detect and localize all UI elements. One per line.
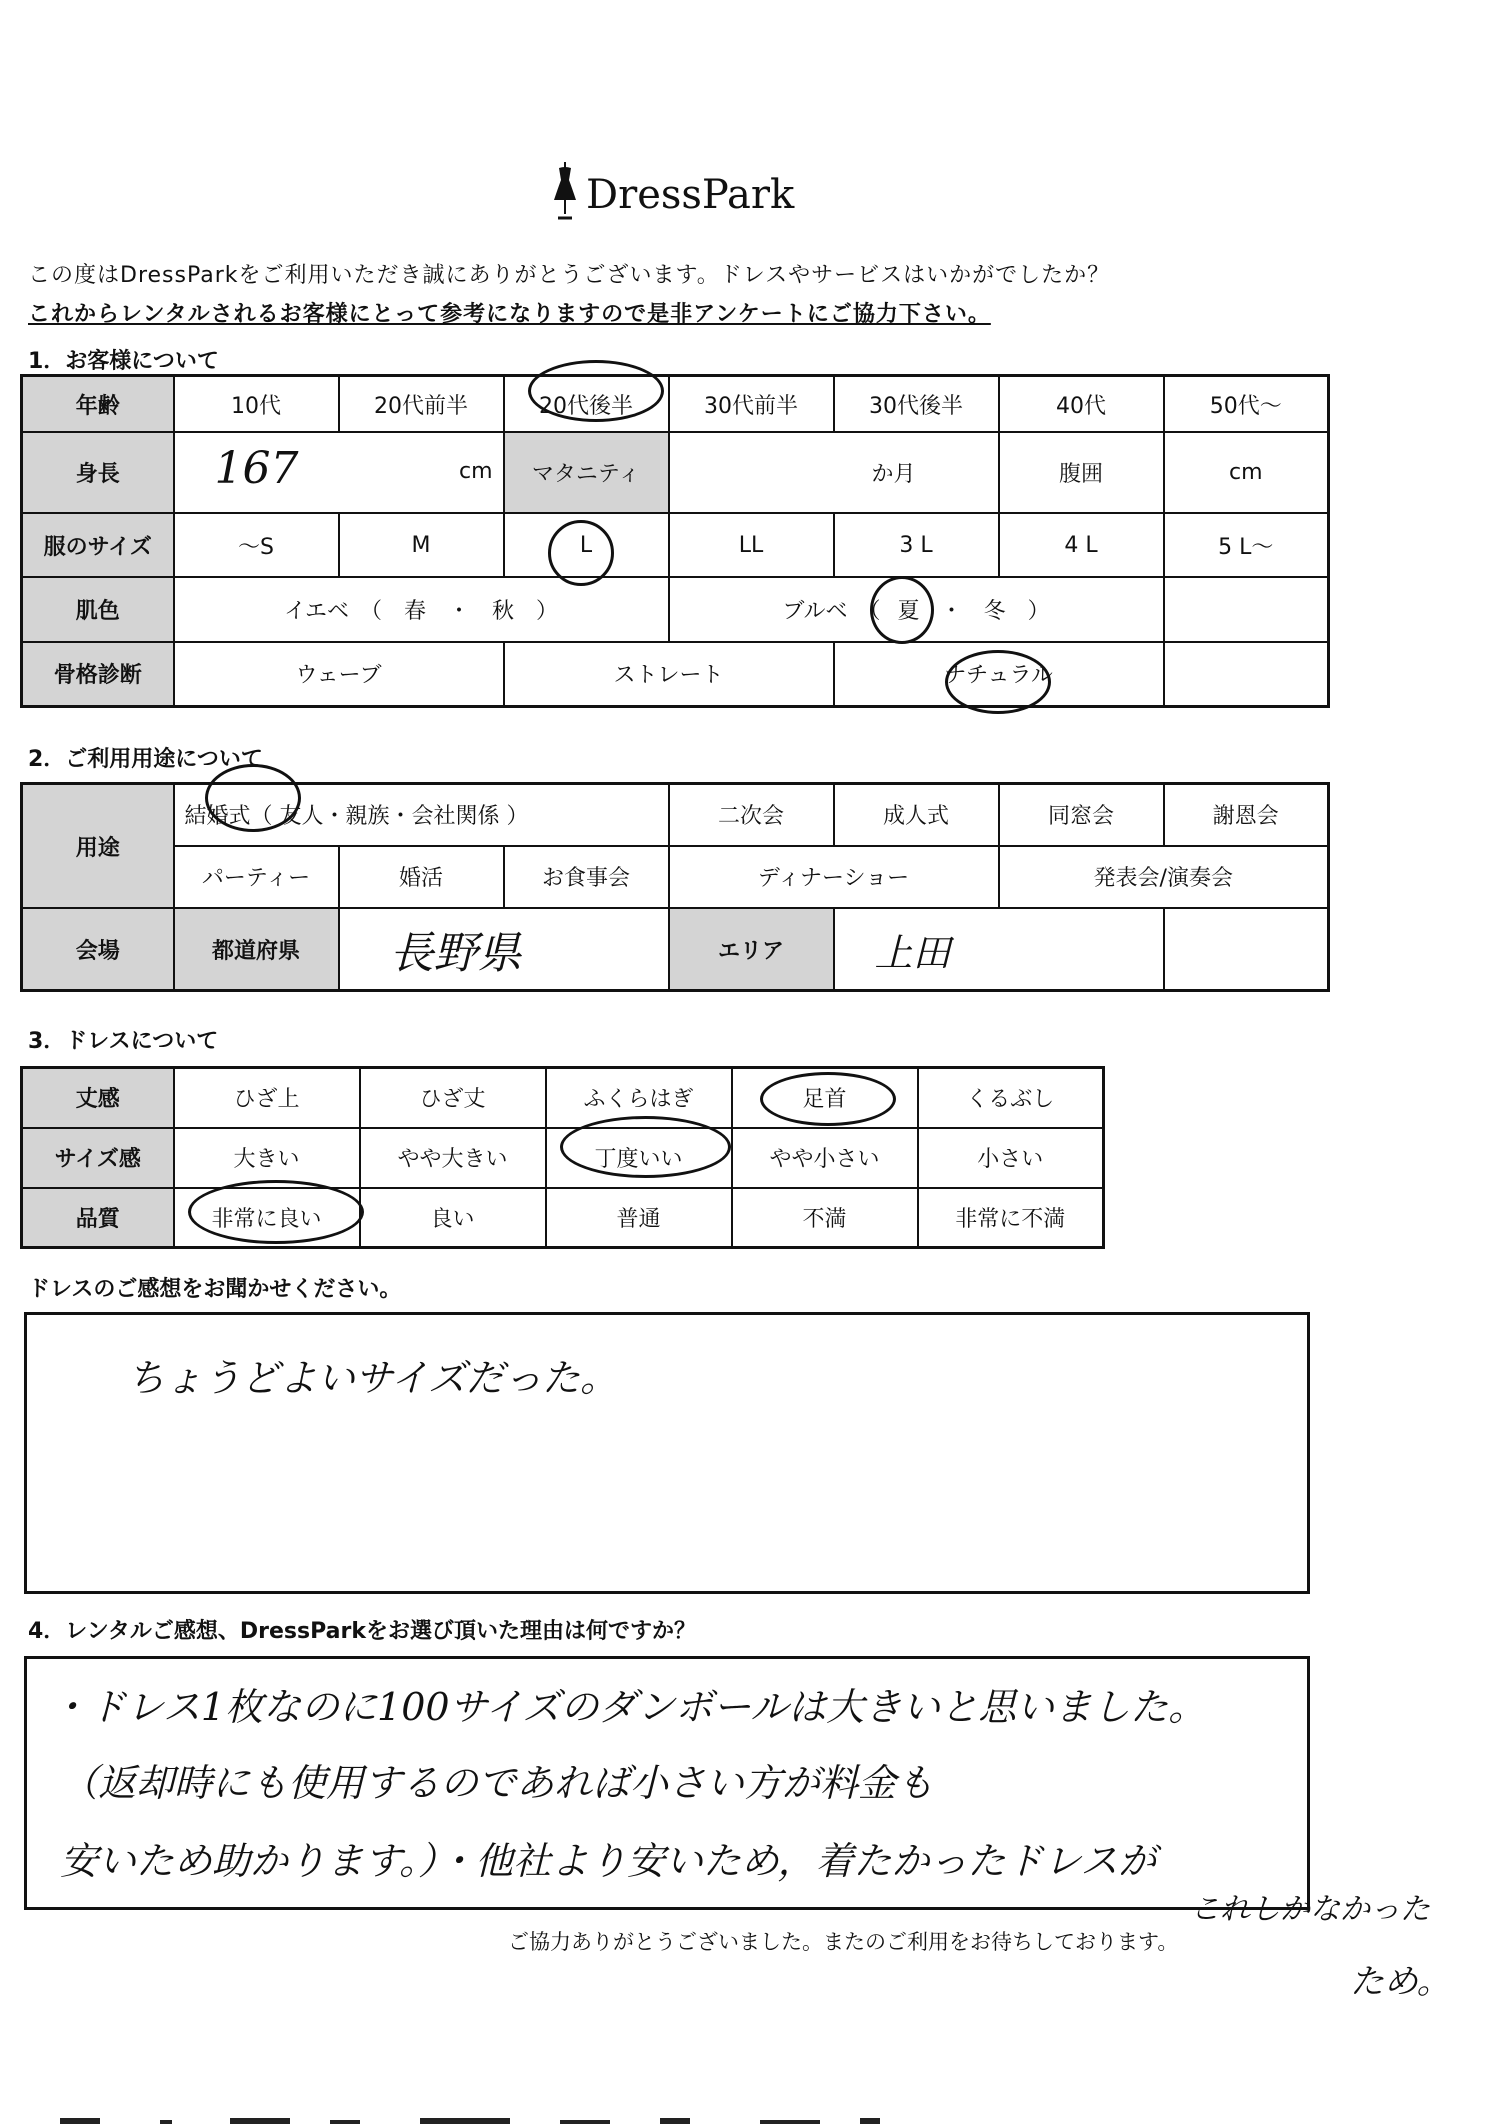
reason-line-1: ・ドレス1枚なのに100サイズのダンボールは大きいと思いました。 — [50, 1685, 1207, 1729]
quality-good[interactable]: 良い — [360, 1188, 546, 1248]
area-value: 上田 — [874, 930, 951, 975]
purpose-coming-of-age[interactable]: 成人式 — [834, 784, 999, 846]
selection-circle-quality — [188, 1180, 364, 1244]
blue-base-prefix: ブルベ （ — [782, 599, 881, 625]
age-option-50s[interactable]: 50代〜 — [1164, 376, 1329, 433]
wedding-detail: （ 友人・親族・会社関係 ） — [250, 804, 529, 830]
fit-slightly-small[interactable]: やや小さい — [732, 1128, 918, 1188]
age-option-early-20s[interactable]: 20代前半 — [339, 376, 504, 433]
age-option-late-30s[interactable]: 30代後半 — [834, 376, 999, 433]
scan-artifact-strip — [0, 2112, 1500, 2126]
selection-circle-size — [548, 520, 614, 586]
impression-textarea[interactable] — [24, 1312, 1310, 1594]
age-option-late-20s[interactable]: 20代後半 — [504, 376, 669, 433]
purpose-konkatsu[interactable]: 婚活 — [339, 846, 504, 908]
frame-label: 骨格診断 — [22, 642, 174, 707]
size-option-5l[interactable]: 5 L〜 — [1164, 513, 1329, 578]
frame-option-natural[interactable]: ナチュラル — [834, 642, 1164, 707]
purpose-reunion[interactable]: 同窓会 — [999, 784, 1164, 846]
section-4-title: 4．レンタルご感想、DressParkをお選び頂いた理由は何ですか？ — [28, 1619, 696, 1644]
waist-label: 腹囲 — [999, 432, 1164, 513]
section-2-title: 2．ご利用用途について — [28, 747, 263, 772]
brand-name: DressPark — [586, 172, 795, 218]
reason-line-2: （返却時にも使用するのであれば小さい方が料金も — [60, 1761, 935, 1805]
quality-average[interactable]: 普通 — [546, 1188, 732, 1248]
age-option-10s[interactable]: 10代 — [174, 376, 339, 433]
size-option-m[interactable]: M — [339, 513, 504, 578]
size-option-l[interactable]: L — [504, 513, 669, 578]
fit-slightly-large[interactable]: やや大きい — [360, 1128, 546, 1188]
fit-small[interactable]: 小さい — [918, 1128, 1104, 1188]
height-value: 167 — [214, 443, 299, 494]
selection-circle-skin — [870, 576, 934, 644]
yellow-base-option[interactable]: イエベ （ 春 ・ 秋 ） — [174, 577, 669, 642]
size-option-3l[interactable]: 3 L — [834, 513, 999, 578]
empty-cell — [1164, 908, 1329, 990]
length-above-knee[interactable]: ひざ上 — [174, 1068, 360, 1128]
purpose-recital[interactable]: 発表会/演奏会 — [999, 846, 1329, 908]
dress-rating-table — [20, 1066, 1105, 1249]
frame-option-wave[interactable]: ウェーブ — [174, 642, 504, 707]
selection-circle-frame — [945, 650, 1051, 714]
waist-unit[interactable]: cm — [1164, 432, 1329, 513]
purpose-party[interactable]: パーティー — [174, 846, 339, 908]
length-anklebone[interactable]: くるぶし — [918, 1068, 1104, 1128]
purpose-dinner[interactable]: お食事会 — [504, 846, 669, 908]
intro-line-2: これからレンタルされるお客様にとって参考になりますので是非アンケートにご協力下さい。 — [28, 302, 991, 327]
quality-very-good[interactable]: 非常に良い — [174, 1188, 360, 1248]
length-ankle[interactable]: 足首 — [732, 1068, 918, 1128]
frame-option-straight[interactable]: ストレート — [504, 642, 834, 707]
venue-label: 会場 — [22, 908, 174, 990]
height-unit: cm — [458, 459, 493, 484]
purpose-thanks-party[interactable]: 謝恩会 — [1164, 784, 1329, 846]
prefecture-field[interactable] — [339, 908, 669, 990]
prefecture-value: 長野県 — [389, 928, 522, 980]
age-option-40s[interactable]: 40代 — [999, 376, 1164, 433]
height-label: 身長 — [22, 432, 174, 513]
height-field[interactable] — [174, 432, 504, 513]
fit-just-right[interactable]: 丁度いい — [546, 1128, 732, 1188]
fit-large[interactable]: 大きい — [174, 1128, 360, 1188]
size-option-s[interactable]: 〜S — [174, 513, 339, 578]
dresspark-logo — [550, 160, 795, 230]
maternity-months-field[interactable]: か月 — [669, 432, 999, 513]
reason-line-4: これしかなかった — [1190, 1892, 1430, 1927]
impression-text: ちょうどよいサイズだった。 — [127, 1356, 618, 1400]
intro-line-1: この度はDressParkをご利用いただき誠にありがとうございます。ドレスやサービスはいかがでしたか？ — [28, 263, 1111, 288]
quality-label: 品質 — [22, 1188, 174, 1248]
area-field[interactable] — [834, 908, 1164, 990]
age-label: 年齢 — [22, 376, 174, 433]
prefecture-label: 都道府県 — [174, 908, 339, 990]
selection-circle-age — [528, 360, 664, 422]
section-1-title: 1．お客様について — [28, 349, 219, 374]
section-3-title: 3．ドレスについて — [28, 1029, 219, 1054]
size-option-4l[interactable]: 4 L — [999, 513, 1164, 578]
size-option-ll[interactable]: LL — [669, 513, 834, 578]
age-option-early-30s[interactable]: 30代前半 — [669, 376, 834, 433]
size-label: 服のサイズ — [22, 513, 174, 578]
reason-line-5: ため。 — [1350, 1962, 1451, 2002]
impression-title: ドレスのご感想をお聞かせください。 — [28, 1277, 402, 1302]
skin-winter[interactable]: 冬 ） — [983, 599, 1050, 625]
fit-label: サイズ感 — [22, 1128, 174, 1188]
maternity-label: マタニティ — [504, 432, 669, 513]
selection-circle-length — [760, 1072, 896, 1126]
footer-thanks: ご協力ありがとうございました。またのご利用をお待ちしております。 — [508, 1930, 1179, 1954]
quality-poor[interactable]: 不満 — [732, 1188, 918, 1248]
empty-cell — [1164, 577, 1329, 642]
length-label: 丈感 — [22, 1068, 174, 1128]
reason-line-3: 安いため助かります。）・他社より安いため，着たかったドレスが — [60, 1839, 1157, 1883]
quality-very-poor[interactable]: 非常に不満 — [918, 1188, 1104, 1248]
area-label: エリア — [669, 908, 834, 990]
skin-dot: ・ — [940, 599, 963, 625]
selection-circle-purpose — [205, 764, 301, 832]
wedding-word: 結婚式 — [184, 804, 251, 830]
empty-cell — [1164, 642, 1329, 707]
customer-info-table — [20, 374, 1330, 708]
skin-tone-label: 肌色 — [22, 577, 174, 642]
selection-circle-fit — [560, 1116, 731, 1178]
purpose-dinner-show[interactable]: ディナーショー — [669, 846, 999, 908]
length-calf[interactable]: ふくらはぎ — [546, 1068, 732, 1128]
purpose-afterparty[interactable]: 二次会 — [669, 784, 834, 846]
purpose-label: 用途 — [22, 784, 174, 909]
dress-form-icon — [550, 160, 580, 222]
length-knee[interactable]: ひざ丈 — [360, 1068, 546, 1128]
skin-summer[interactable]: 夏 — [897, 599, 920, 625]
